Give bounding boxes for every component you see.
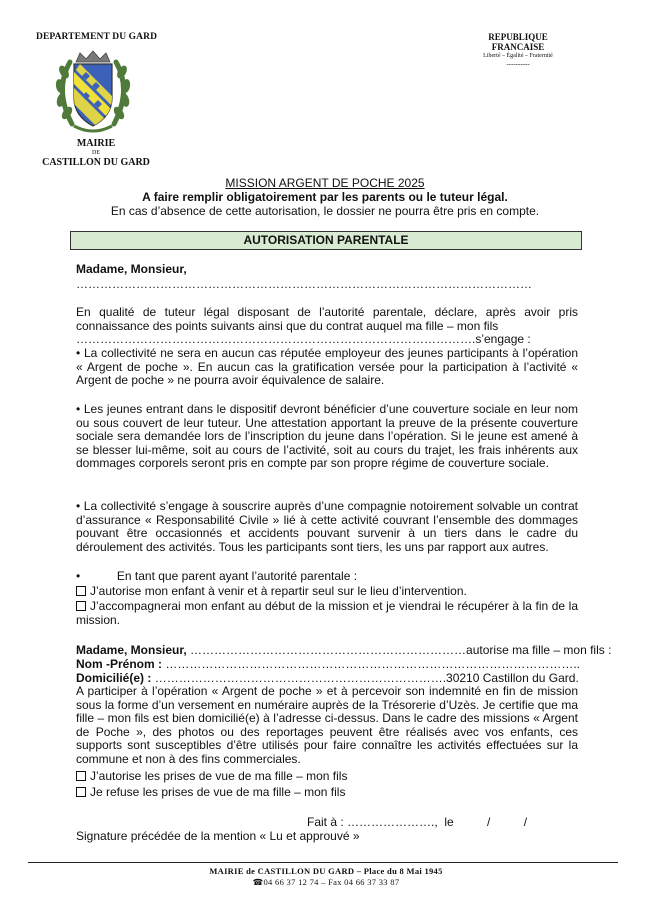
parent-authority-line — [76, 570, 578, 584]
warning-line: En cas d’absence de cette autorisation, le dossier ne pourra être pris en compte. — [110, 204, 540, 218]
participation-paragraph: A participer à l’opération « Argent de poche » et à percevoir son indemnité en fin de mission sous la forme d’un versement en numéraire auprès de la Trésorerie d’Uzès. Je certifie que ma fille – mon fils est bien domicilié(e) à l’adresse ci-dessus. Dans le cadre des missions « Argent de Poche », des photos ou des reportages peuvent être réalisés avec vos enfants, ces supports sont susceptibles d’être utilisés pour faire connaître les activités effectuées sur la commune et non à des fins commerciales. — [76, 684, 578, 766]
intro-paragraph: En qualité de tuteur légal disposant de l’autorité parentale, déclare, après avoir pris connaissance des points suivants ainsi que du contrat auquel ma fille – mon fils — [76, 305, 578, 333]
photo-authorize[interactable] — [76, 770, 578, 784]
photo-refuse[interactable] — [76, 786, 578, 800]
option-alone-label: J’autorise mon enfant à venir et à repartir seul sur le lieu d’intervention. — [90, 584, 467, 598]
footer-address: MAIRIE de CASTILLON DU GARD – Place du 8 Mai 1945 — [209, 866, 443, 876]
mairie-line-1: MAIRIE — [76, 138, 116, 149]
option-alone[interactable] — [76, 585, 578, 599]
guardian-field[interactable]: …………………………………………………………… — [186, 643, 467, 657]
form-line-name — [76, 657, 581, 672]
mairie-line-2: DE — [92, 150, 100, 156]
mission-title: MISSION ARGENT DE POCHE 2025 — [225, 176, 425, 190]
option-accompany-label: J’accompagnerai mon enfant au début de la mission et je viendrai le récupérer à la fin de la mission. — [76, 599, 578, 627]
republic-label: REPUBLIQUE FRANCAISE — [488, 32, 548, 52]
name-field[interactable]: ………………………………………………………………………………………….. — [162, 657, 581, 671]
photo-refuse-label: Je refuse les prises de vue de ma fille – mon fils — [90, 785, 346, 799]
section-banner: AUTORISATION PARENTALE — [70, 231, 582, 250]
intro-dots-line: ……………………………………………………………………………………….s’engage : — [76, 332, 531, 346]
form-line-guardian — [76, 643, 612, 658]
salutation: Madame, Monsieur, — [76, 262, 187, 276]
fait-a-line[interactable]: Fait à : …………………., le / / — [307, 815, 528, 829]
guardian-suffix: autorise ma fille – mon fils : — [466, 643, 612, 657]
department-label: DEPARTEMENT DU GARD — [36, 32, 158, 42]
signature-line: Signature précédée de la mention « Lu et approuvé » — [76, 829, 360, 843]
parent-bullet: • — [76, 569, 81, 583]
republic-motto: Liberté – Égalité – Fraternité — [483, 53, 553, 59]
republic-block — [462, 32, 574, 68]
option-accompany-checkbox[interactable] — [76, 601, 86, 611]
republic-motto-rule: ---------- — [506, 60, 530, 68]
footer-phone: ☎04 66 37 12 74 – Fax 04 66 37 33 87 — [252, 877, 400, 887]
mairie-line-3: CASTILLON DU GARD — [42, 157, 150, 168]
footer-divider — [28, 862, 618, 863]
name-dots-line: …………………………………………………………………………………………………… — [76, 277, 532, 291]
bullet-social-coverage: • Les jeunes entrant dans le dispositif devront bénéficier d’une couverture sociale en leur nom ou sous couvert de leur tuteur. Une attestation apportant la preuve de la présente couverture sociale sera demandée lors de l’inscription du jeune dans l’opération. Si le jeune est amené à se blesser lui-même, soit au cours de l’activité, soit au cours du trajet, les frais inhérents aux dommages corporels seront pris en compte par son propre régime de couverture sociale. — [76, 402, 578, 470]
photo-authorize-label: J’autorise les prises de vue de ma fille – mon fils — [90, 769, 348, 783]
coat-of-arms-icon — [52, 50, 134, 136]
titles-block — [60, 176, 590, 218]
address-field[interactable]: ………………………………………………………………. — [151, 671, 447, 685]
photo-refuse-checkbox[interactable] — [76, 787, 86, 797]
option-accompany[interactable] — [76, 600, 578, 627]
guardian-label: Madame, Monsieur, — [76, 643, 187, 657]
parent-intro: En tant que parent ayant l’autorité parentale : — [116, 569, 358, 583]
name-label: Nom -Prénom : — [76, 657, 163, 671]
bullet-employer: • La collectivité ne sera en aucun cas réputée employeur des jeunes participants à l’opération « Argent de poche ». En aucun cas la gratification versée pour la participation à l’activité « Argent de poche » ne pourra avoir équivalence de salaire. — [76, 346, 578, 387]
address-suffix: 30210 Castillon du Gard. — [446, 671, 579, 685]
mairie-block — [36, 138, 156, 168]
address-label: Domicilié(e) : — [76, 671, 152, 685]
instruction-line: A faire remplir obligatoirement par les parents ou le tuteur légal. — [142, 190, 508, 204]
photo-authorize-checkbox[interactable] — [76, 771, 86, 781]
bullet-insurance: • La collectivité s’engage à souscrire auprès d’une compagnie notoirement solvable un contrat d’assurance « Responsabilité Civile » lié à cette activité couvrant l’ensemble des dommages pouvant être occasionnés et accidents pouvant survenir à un tiers dans le cadre du déroulement des activités. Tous les participants sont tiers, les uns par rapport aux autres. — [76, 499, 578, 554]
option-alone-checkbox[interactable] — [76, 586, 86, 596]
